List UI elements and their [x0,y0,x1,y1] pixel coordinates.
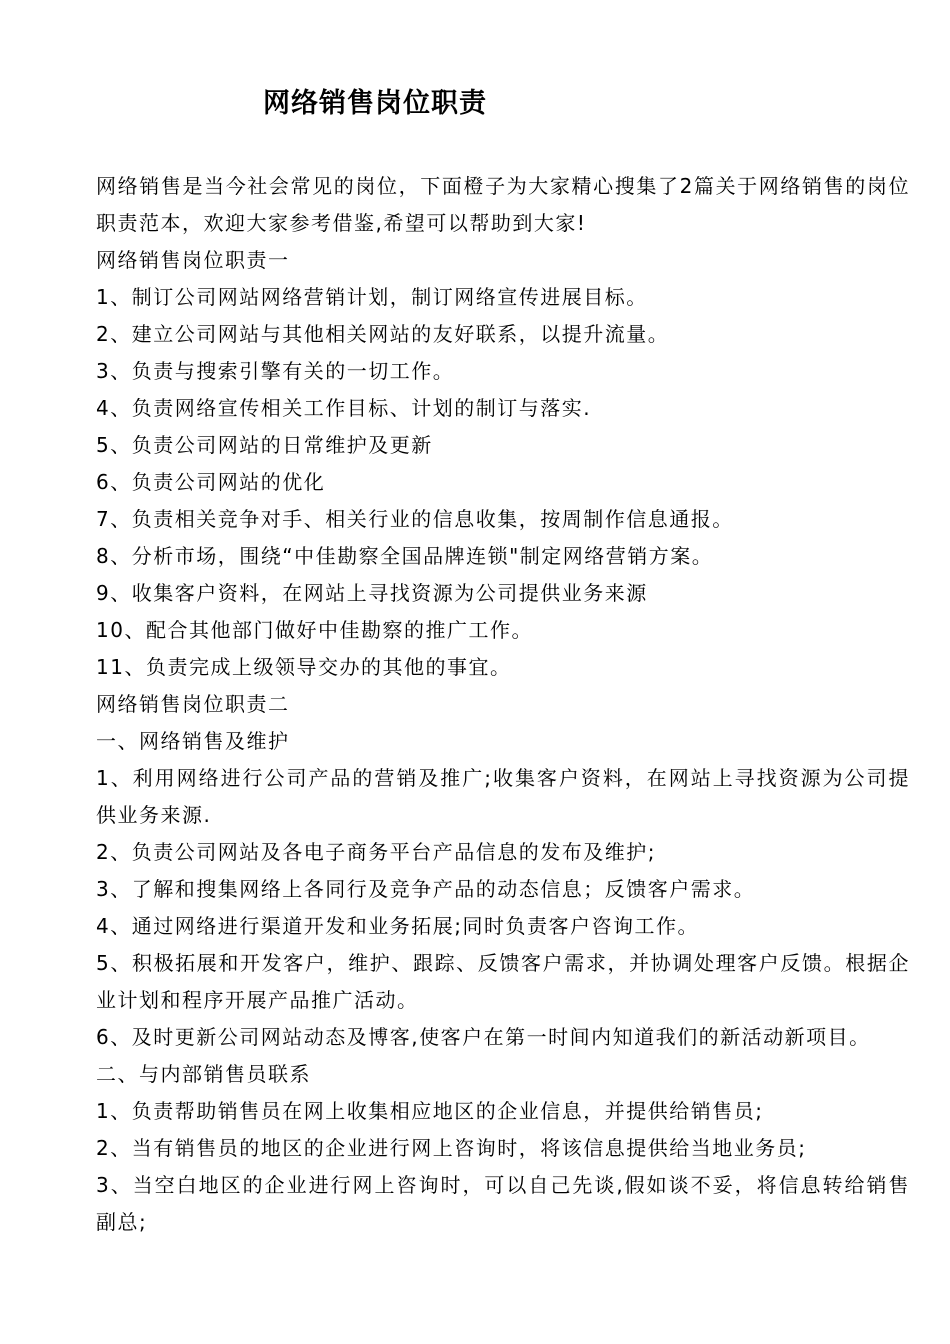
list-item: 1、制订公司网站网络营销计划，制订网络宣传进展目标。 [96,285,648,309]
subsection-heading: 二、与内部销售员联系 [96,1062,311,1086]
list-item: 8、分析市场，围绕“中佳勘察全国品牌连锁"制定网络营销方案。 [96,544,714,568]
section-heading: 网络销售岗位职责一 [96,248,290,272]
list-item: 4、通过网络进行渠道开发和业务拓展;同时负责客户咨询工作。 [96,914,699,938]
list-item: 2、建立公司网站与其他相关网站的友好联系，以提升流量。 [96,322,670,346]
list-item: 1、利用网络进行公司产品的营销及推广;收集客户资料，在网站上寻找资源为公司提供业务来源. [96,766,910,827]
list-item: 10、配合其他部门做好中佳勘察的推广工作。 [96,618,533,642]
document-title: 网络销售岗位职责 [263,88,487,119]
section-heading: 网络销售岗位职责二 [96,692,290,716]
intro-paragraph: 网络销售是当今社会常见的岗位，下面橙子为大家精心搜集了2篇关于网络销售的岗位职责范本，欢迎大家参考借鉴,希望可以帮助到大家! [96,174,910,235]
document-body [50,168,910,1241]
list-item: 3、了解和搜集网络上各同行及竞争产品的动态信息；反馈客户需求。 [96,877,756,901]
list-item: 5、积极拓展和开发客户，维护、跟踪、反馈客户需求，并协调处理客户反馈。根据企业计划和程序开展产品推广活动。 [96,951,910,1012]
list-item: 9、收集客户资料，在网站上寻找资源为公司提供业务来源 [96,581,648,605]
list-item: 5、负责公司网站的日常维护及更新 [96,433,433,457]
list-item: 6、及时更新公司网站动态及博客,使客户在第一时间内知道我们的新活动新项目。 [96,1025,871,1049]
list-item: 4、负责网络宣传相关工作目标、计划的制订与落实. [96,396,592,420]
subsection-heading: 一、网络销售及维护 [96,729,290,753]
list-item: 2、当有销售员的地区的企业进行网上咨询时，将该信息提供给当地业务员; [96,1136,807,1160]
list-item: 7、负责相关竞争对手、相关行业的信息收集，按周制作信息通报。 [96,507,734,531]
list-item: 2、负责公司网站及各电子商务平台产品信息的发布及维护; [96,840,656,864]
list-item: 11、负责完成上级领导交办的其他的事宜。 [96,655,512,679]
list-item: 3、负责与搜索引擎有关的一切工作。 [96,359,455,383]
list-item: 1、负责帮助销售员在网上收集相应地区的企业信息，并提供给销售员; [96,1099,764,1123]
list-item: 3、当空白地区的企业进行网上咨询时，可以自己先谈,假如谈不妥，将信息转给销售副总; [96,1173,910,1234]
list-item: 6、负责公司网站的优化 [96,470,326,494]
